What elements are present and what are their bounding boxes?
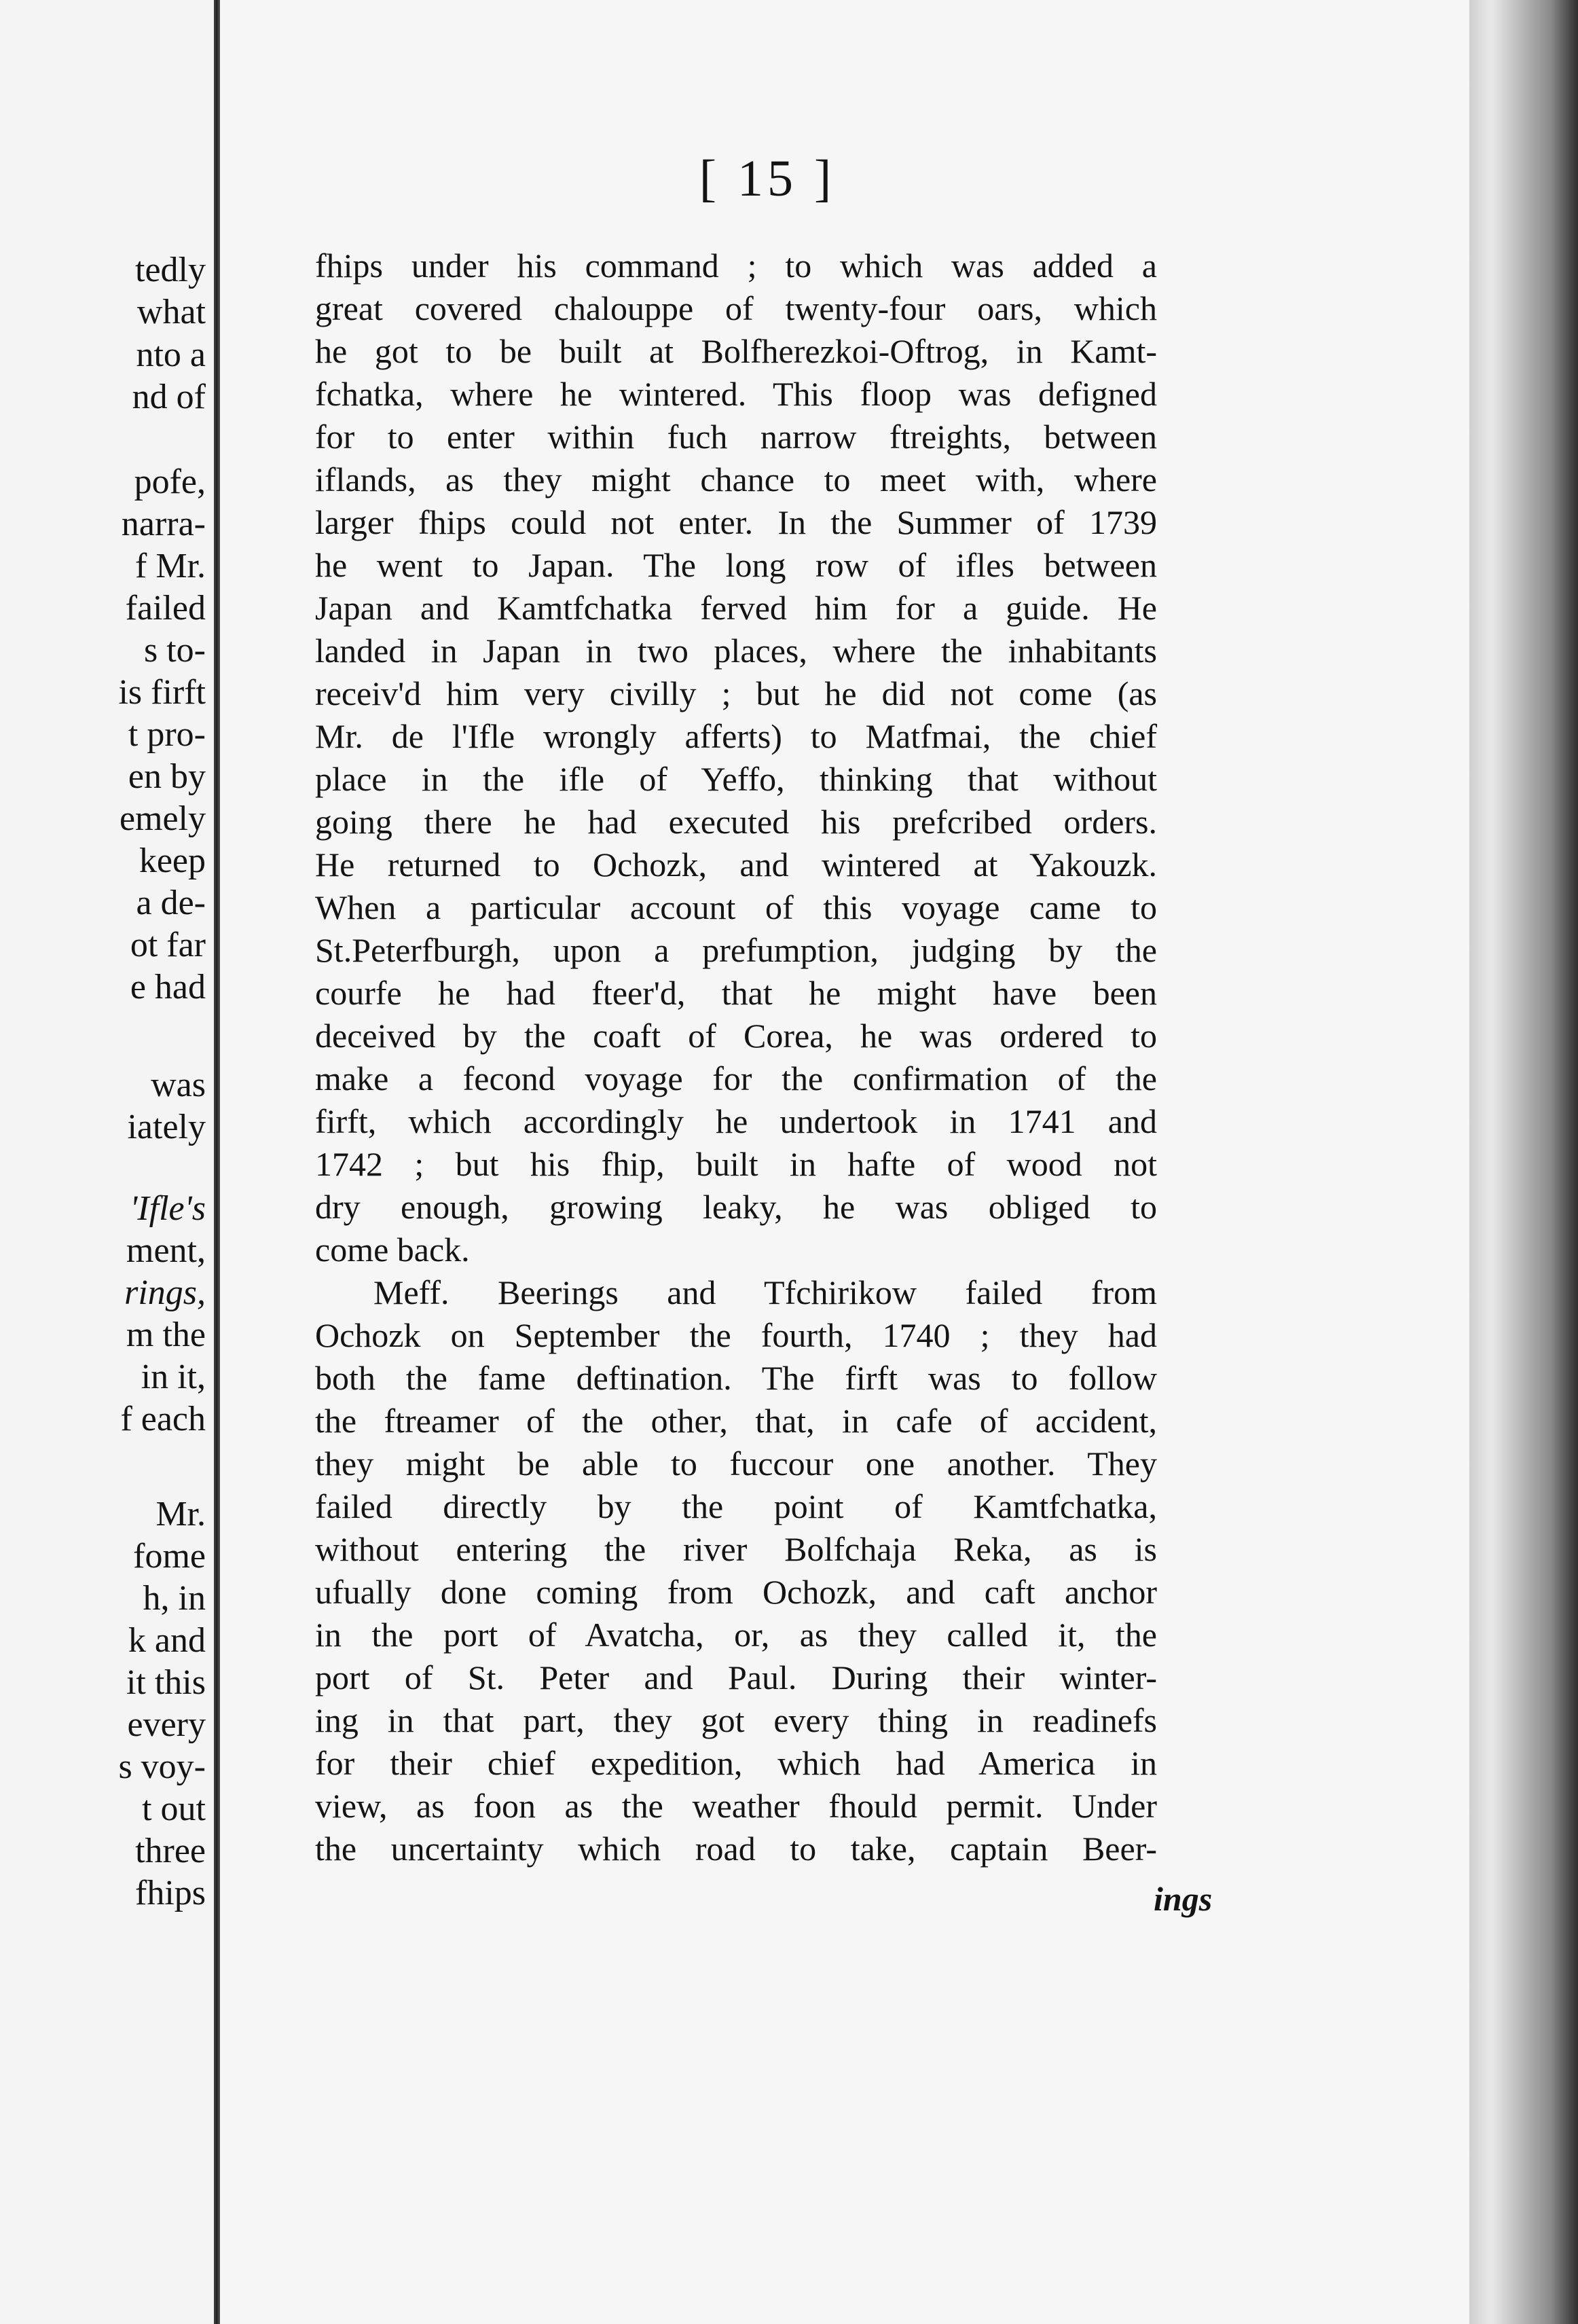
- left-fragment: three: [135, 1832, 206, 1870]
- left-fragment: fhips: [135, 1874, 206, 1912]
- left-fragment: iately: [127, 1108, 206, 1146]
- left-fragment: t out: [142, 1790, 206, 1828]
- page-number: [ 15 ]: [699, 150, 836, 207]
- left-fragment: is firft: [118, 673, 206, 712]
- left-fragment: keep: [139, 841, 206, 880]
- body-text: [315, 244, 1157, 1870]
- text-line: great covered chalouppe of twenty-four oars, which: [315, 289, 1157, 327]
- text-line: going there he had executed his prefcribed orders.: [315, 803, 1157, 841]
- text-line: place in the ifle of Yeffo, thinking that without: [315, 760, 1157, 798]
- catchword: ings: [1154, 1880, 1213, 1918]
- left-fragment: ot far: [130, 926, 206, 964]
- text-line: Mr. de l'Ifle wrongly afferts) to Matfmai, the chief: [315, 717, 1157, 755]
- text-line: for to enter within fuch narrow ftreights, between: [315, 418, 1157, 456]
- text-line: without entering the river Bolfchaja Reka, as is: [315, 1530, 1157, 1568]
- text-line: they might be able to fuccour one another. They: [315, 1445, 1157, 1483]
- text-line: fchatka, where he wintered. This floop was defigned: [315, 375, 1157, 413]
- text-line: he got to be built at Bolfherezkoi-Oftrog, in Kamt-: [315, 332, 1157, 370]
- text-line: St.Peterfburgh, upon a prefumption, judging by the: [315, 931, 1157, 969]
- text-line: view, as foon as the weather fhould permit. Under: [315, 1787, 1157, 1825]
- left-fragment: k and: [128, 1621, 206, 1660]
- text-line: he went to Japan. The long row of ifles between: [315, 546, 1157, 584]
- text-line: the uncertainty which road to take, captain Beer-: [315, 1830, 1157, 1868]
- text-line: dry enough, growing leaky, he was obliged to: [315, 1188, 1157, 1226]
- text-line: deceived by the coaft of Corea, he was ordered to: [315, 1017, 1157, 1055]
- left-fragment: a de-: [136, 884, 206, 922]
- left-fragment: s to-: [144, 631, 206, 670]
- left-fragment: tedly: [135, 251, 206, 289]
- left-fragment: emely: [119, 799, 206, 838]
- left-fragment: Mr.: [155, 1495, 206, 1533]
- text-line: port of St. Peter and Paul. During their winter-: [315, 1658, 1157, 1696]
- text-line: ing in that part, they got every thing in readinefs: [315, 1701, 1157, 1739]
- left-fragment: pofe,: [134, 462, 206, 501]
- text-line: receiv'd him very civilly ; but he did not come (as: [315, 674, 1157, 712]
- text-line: the ftreamer of the other, that, in cafe of accident,: [315, 1402, 1157, 1440]
- text-line: When a particular account of this voyage came to: [315, 888, 1157, 926]
- text-line: larger fhips could not enter. In the Summer of 1739: [315, 503, 1157, 541]
- left-fragment: 'Ifle's: [130, 1189, 206, 1228]
- text-line: landed in Japan in two places, where the inhabitants: [315, 632, 1157, 670]
- text-line: in the port of Avatcha, or, as they called it, the: [315, 1616, 1157, 1654]
- left-fragment: in it,: [141, 1358, 206, 1396]
- left-fragment: nd of: [132, 378, 206, 416]
- left-fragment: ment,: [126, 1231, 206, 1270]
- text-line: ufually done coming from Ochozk, and caft anchor: [315, 1573, 1157, 1611]
- left-fragment: t pro-: [128, 715, 206, 754]
- left-fragment: e had: [130, 968, 206, 1006]
- text-line: firft, which accordingly he undertook in 1741 and: [315, 1102, 1157, 1140]
- text-line: come back.: [315, 1231, 470, 1269]
- left-fragment: m the: [126, 1315, 206, 1354]
- text-line: iflands, as they might chance to meet with, where: [315, 460, 1157, 498]
- text-line: 1742 ; but his fhip, built in hafte of wood not: [315, 1145, 1157, 1183]
- text-line: for their chief expedition, which had America in: [315, 1744, 1157, 1782]
- text-line: fhips under his command ; to which was added a: [315, 247, 1157, 285]
- text-line: courfe he had fteer'd, that he might have been: [315, 974, 1157, 1012]
- text-line: Meff. Beerings and Tfchirikow failed from: [373, 1273, 1157, 1311]
- text-line: Japan and Kamtfchatka ferved him for a guide. He: [315, 589, 1157, 627]
- text-line: both the fame deftination. The firft was to follow: [315, 1359, 1157, 1397]
- left-fragment: failed: [125, 589, 206, 628]
- left-fragment: h, in: [143, 1579, 206, 1618]
- left-fragment: what: [136, 293, 206, 331]
- left-fragment: every: [127, 1705, 206, 1744]
- left-fragment: en by: [128, 757, 206, 796]
- right-page: [220, 0, 1469, 2324]
- text-line: Ochozk on September the fourth, 1740 ; they had: [315, 1316, 1157, 1354]
- left-fragment: narra-: [121, 505, 206, 543]
- left-fragment: f Mr.: [135, 547, 206, 585]
- text-line: failed directly by the point of Kamtfchatka,: [315, 1487, 1157, 1525]
- page-fore-edge: [1469, 0, 1578, 2324]
- text-line: He returned to Ochozk, and wintered at Yakouzk.: [315, 846, 1157, 884]
- left-fragment: nto a: [136, 335, 206, 374]
- left-fragment: it this: [126, 1663, 206, 1702]
- left-fragment: fome: [133, 1537, 206, 1576]
- left-fragment: was: [151, 1066, 206, 1104]
- left-fragment: s voy-: [118, 1747, 206, 1786]
- left-fragment: rings,: [124, 1273, 206, 1312]
- text-line: make a fecond voyage for the confirmation of the: [315, 1059, 1157, 1097]
- left-page-fragment: [0, 0, 216, 2324]
- left-fragment: f each: [120, 1400, 206, 1438]
